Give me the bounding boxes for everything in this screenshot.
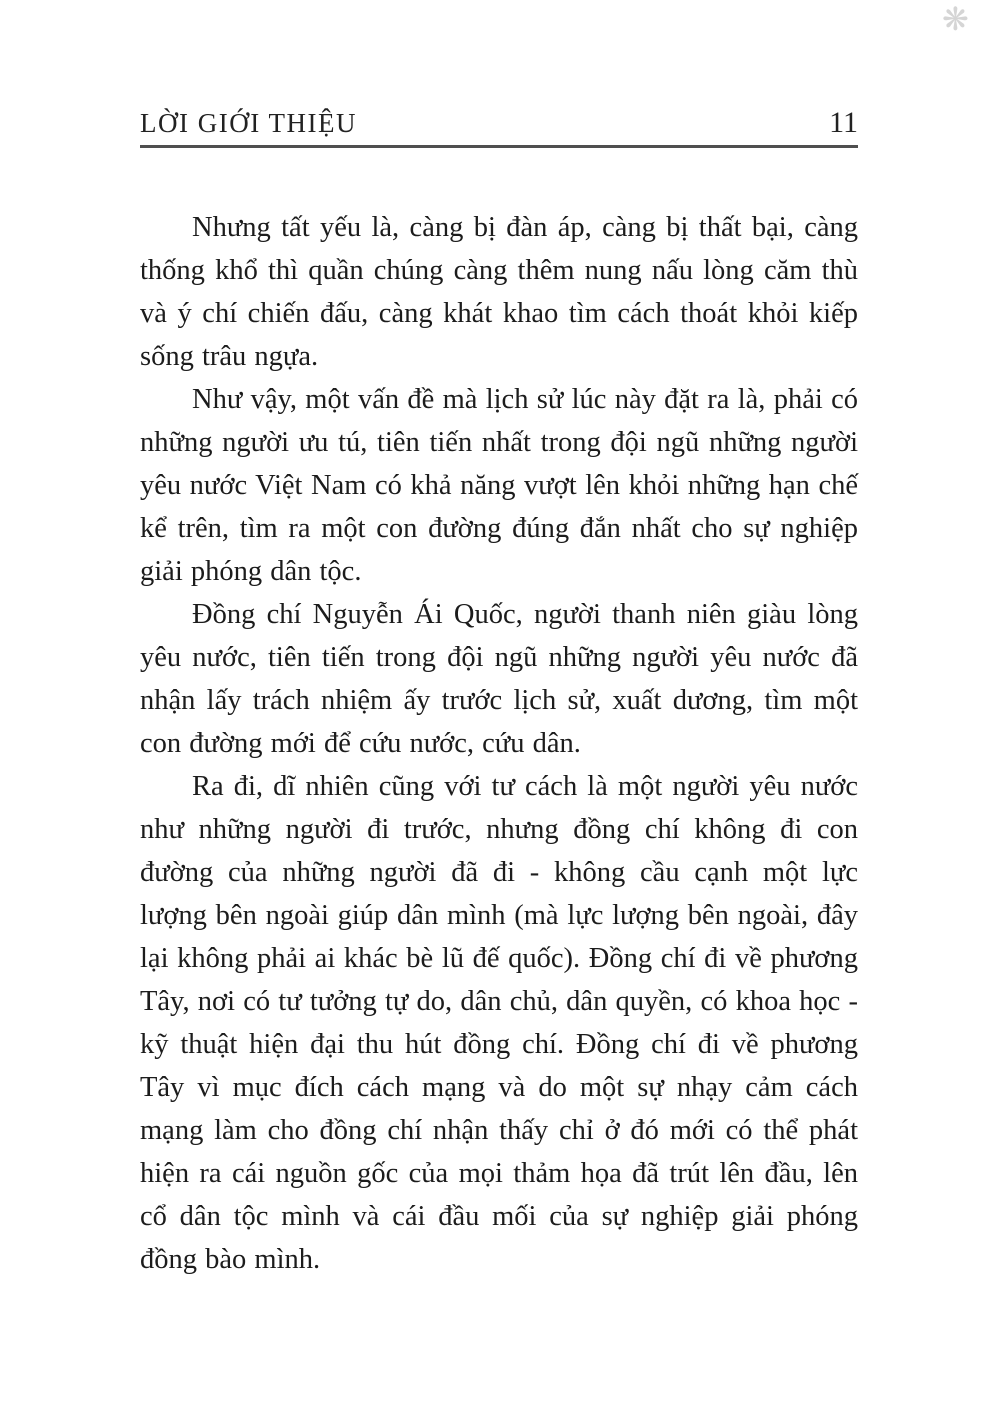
page-number: 11 [829,106,858,139]
header-rule [140,145,858,148]
paragraph-1: Nhưng tất yếu là, càng bị đàn áp, càng bị thất bại, càng thống khổ thì quần chúng càng thêm nung nấu lòng căm thù và ý chí chiến đấu, càng khát khao tìm cách thoát khỏi kiếp sống trâu ngựa. [140,212,858,372]
running-title: LỜI GIỚI THIỆU [140,108,357,138]
paragraph-3: Đồng chí Nguyễn Ái Quốc, người thanh niên giàu lòng yêu nước, tiên tiến trong đội ngũ những người yêu nước đã nhận lấy trách nhiệm ấy trước lịch sử, xuất dương, tìm một con đường mới để cứu nước, cứu dân. [140,599,858,759]
paragraph-4: Ra đi, dĩ nhiên cũng với tư cách là một người yêu nước như những người đi trước, nhưng đồng chí không đi con đường của những người đã đi - không cầu cạnh một lực lượng bên ngoài giúp dân mình (mà lực lượng bên ngoài, đây lại không phải ai khác bè lũ đế quốc). Đồng chí đi về phương Tây, nơi có tư tưởng tự do, dân chủ, dân quyền, có khoa học - kỹ thuật hiện đại thu hút đồng chí. Đồng chí đi về phương Tây vì mục đích cách mạng và do một sự nhạy cảm cách mạng làm cho đồng chí nhận thấy chỉ ở đó mới có thể phát hiện ra cái nguồn gốc của mọi thảm họa đã trút lên đầu, lên cổ dân tộc mình và cái đầu mối của sự nghiệp giải phóng đồng bào mình. [140,771,858,1275]
page-header [140,106,858,140]
paragraph-2: Như vậy, một vấn đề mà lịch sử lúc này đặt ra là, phải có những người ưu tú, tiên tiến nhất trong đội ngũ những người yêu nước Việt Nam có khả năng vượt lên khỏi những hạn chế kể trên, tìm ra một con đường đúng đắn nhất cho sự nghiệp giải phóng dân tộc. [140,384,858,587]
flower-icon: ❋ [942,0,969,38]
page-body [140,206,858,1281]
